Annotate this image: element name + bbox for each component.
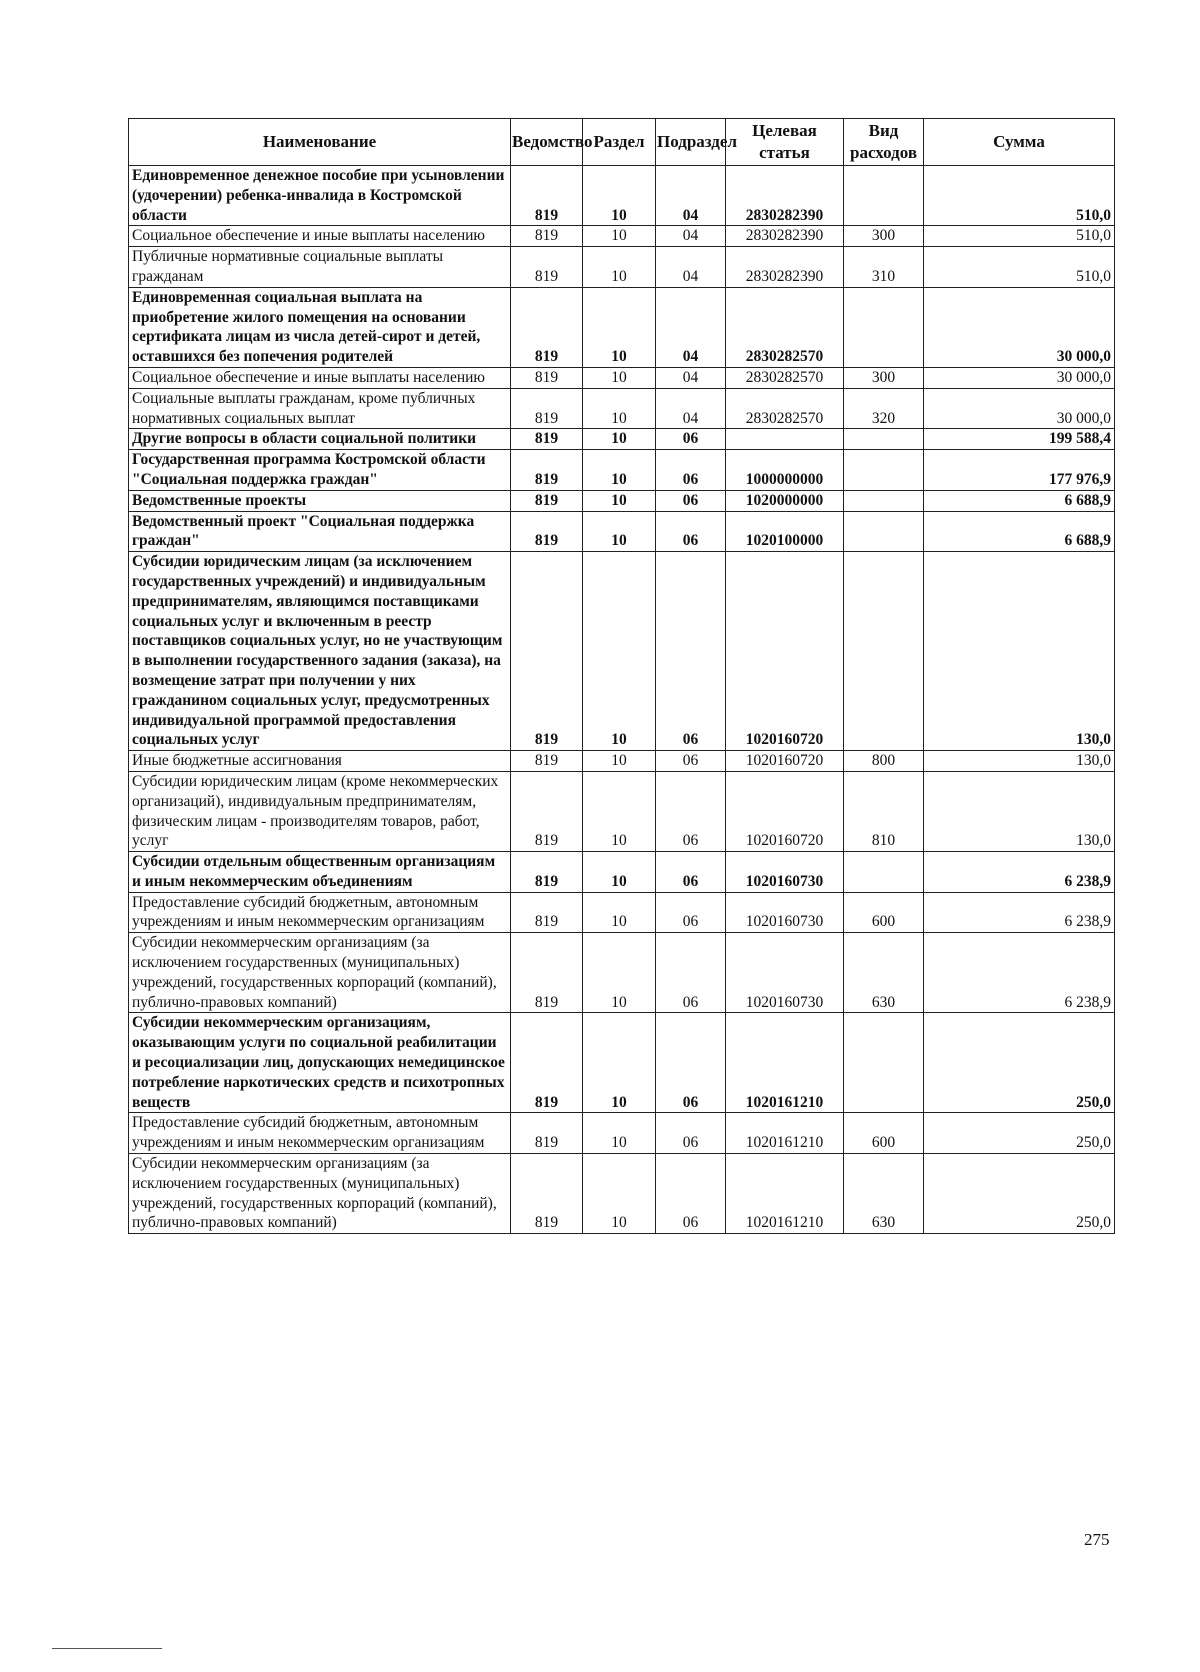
table-row — [129, 852, 1115, 893]
cell-vid: 300 — [844, 226, 924, 247]
page-number: 275 — [1084, 1530, 1110, 1549]
table-row — [129, 892, 1115, 933]
cell-name: Социальное обеспечение и иные выплаты населению — [129, 226, 511, 247]
table-row — [129, 933, 1115, 1013]
header-vid: Вид расходов — [844, 119, 924, 166]
table-row — [129, 751, 1115, 772]
cell-vedomstvo: 819 — [511, 771, 583, 851]
cell-target: 1020160720 — [726, 552, 844, 751]
cell-summa: 510,0 — [924, 166, 1115, 226]
header-summa: Сумма — [924, 119, 1115, 166]
cell-target: 1020160720 — [726, 771, 844, 851]
cell-vid: 800 — [844, 751, 924, 772]
cell-razdel: 10 — [583, 1013, 656, 1113]
cell-vedomstvo: 819 — [511, 388, 583, 429]
cell-vid: 810 — [844, 771, 924, 851]
cell-razdel: 10 — [583, 450, 656, 491]
cell-target: 2830282570 — [726, 388, 844, 429]
cell-name: Социальные выплаты гражданам, кроме публичных нормативных социальных выплат — [129, 388, 511, 429]
cell-target: 1020161210 — [726, 1154, 844, 1234]
cell-vid: 630 — [844, 933, 924, 1013]
cell-vedomstvo: 819 — [511, 1013, 583, 1113]
cell-podrazdel: 06 — [656, 1154, 726, 1234]
cell-vid — [844, 552, 924, 751]
table-row — [129, 1113, 1115, 1154]
cell-target: 1020160730 — [726, 933, 844, 1013]
cell-razdel: 10 — [583, 892, 656, 933]
footer-rule — [52, 1648, 162, 1649]
cell-name: Публичные нормативные социальные выплаты гражданам — [129, 247, 511, 288]
cell-podrazdel: 06 — [656, 1013, 726, 1113]
cell-vid: 320 — [844, 388, 924, 429]
cell-vedomstvo: 819 — [511, 429, 583, 450]
cell-target: 1000000000 — [726, 450, 844, 491]
cell-podrazdel: 06 — [656, 892, 726, 933]
cell-name: Субсидии юридическим лицам (за исключением государственных учреждений) и индивидуальным предпринимателям, являющимся поставщиками социальных услуг и включенным в реестр поставщиков социальных услуг, но не участвующим в выполнении государственного задания (заказа), на возмещение затрат при получении у них гражданином социальных услуг, предусмотренных индивидуальной программой предоставления социальных услуг — [129, 552, 511, 751]
cell-razdel: 10 — [583, 1113, 656, 1154]
cell-podrazdel: 04 — [656, 367, 726, 388]
table-row — [129, 429, 1115, 450]
cell-razdel: 10 — [583, 852, 656, 893]
cell-summa: 199 588,4 — [924, 429, 1115, 450]
cell-summa: 130,0 — [924, 751, 1115, 772]
cell-name: Государственная программа Костромской области "Социальная поддержка граждан" — [129, 450, 511, 491]
cell-podrazdel: 06 — [656, 450, 726, 491]
cell-vid: 300 — [844, 367, 924, 388]
cell-name: Субсидии юридическим лицам (кроме некоммерческих организаций), индивидуальным предпринимателям, физическим лицам - производителям товаров, работ, услуг — [129, 771, 511, 851]
cell-summa: 130,0 — [924, 771, 1115, 851]
cell-target: 1020161210 — [726, 1113, 844, 1154]
cell-razdel: 10 — [583, 226, 656, 247]
cell-target — [726, 429, 844, 450]
cell-podrazdel: 06 — [656, 490, 726, 511]
cell-vid — [844, 511, 924, 552]
cell-razdel: 10 — [583, 388, 656, 429]
cell-podrazdel: 06 — [656, 751, 726, 772]
cell-vid: 600 — [844, 1113, 924, 1154]
budget-table — [128, 118, 1115, 1234]
cell-vedomstvo: 819 — [511, 367, 583, 388]
cell-razdel: 10 — [583, 771, 656, 851]
cell-vedomstvo: 819 — [511, 1113, 583, 1154]
cell-summa: 250,0 — [924, 1154, 1115, 1234]
cell-summa: 6 688,9 — [924, 490, 1115, 511]
table-row — [129, 1013, 1115, 1113]
cell-podrazdel: 04 — [656, 166, 726, 226]
cell-vid — [844, 287, 924, 367]
cell-summa: 510,0 — [924, 247, 1115, 288]
cell-target: 2830282570 — [726, 287, 844, 367]
cell-target: 2830282390 — [726, 226, 844, 247]
cell-summa: 250,0 — [924, 1113, 1115, 1154]
table-row — [129, 1154, 1115, 1234]
cell-vid — [844, 450, 924, 491]
cell-podrazdel: 06 — [656, 771, 726, 851]
cell-target: 2830282570 — [726, 367, 844, 388]
cell-summa: 6 688,9 — [924, 511, 1115, 552]
table-row — [129, 771, 1115, 851]
header-podrazdel: Подраздел — [656, 119, 726, 166]
header-vedomstvo: Ведомство — [511, 119, 583, 166]
cell-summa: 130,0 — [924, 552, 1115, 751]
cell-name: Ведомственные проекты — [129, 490, 511, 511]
cell-target: 1020161210 — [726, 1013, 844, 1113]
cell-podrazdel: 06 — [656, 511, 726, 552]
table-row — [129, 367, 1115, 388]
cell-name: Социальное обеспечение и иные выплаты населению — [129, 367, 511, 388]
cell-summa: 30 000,0 — [924, 287, 1115, 367]
table-header-row — [129, 119, 1115, 166]
table-row — [129, 226, 1115, 247]
cell-razdel: 10 — [583, 1154, 656, 1234]
cell-vedomstvo: 819 — [511, 287, 583, 367]
cell-summa: 30 000,0 — [924, 388, 1115, 429]
cell-razdel: 10 — [583, 166, 656, 226]
cell-name: Другие вопросы в области социальной политики — [129, 429, 511, 450]
cell-target: 2830282390 — [726, 166, 844, 226]
cell-summa: 510,0 — [924, 226, 1115, 247]
cell-vid: 630 — [844, 1154, 924, 1234]
cell-vid — [844, 166, 924, 226]
cell-podrazdel: 06 — [656, 552, 726, 751]
cell-summa: 177 976,9 — [924, 450, 1115, 491]
cell-vedomstvo: 819 — [511, 552, 583, 751]
cell-name: Субсидии некоммерческим организациям (за исключением государственных (муниципальных) учреждений, государственных корпораций (компаний), публично-правовых компаний) — [129, 933, 511, 1013]
cell-vedomstvo: 819 — [511, 166, 583, 226]
cell-podrazdel: 06 — [656, 933, 726, 1013]
header-target: Целевая статья — [726, 119, 844, 166]
cell-vid: 600 — [844, 892, 924, 933]
cell-razdel: 10 — [583, 552, 656, 751]
cell-summa: 250,0 — [924, 1013, 1115, 1113]
cell-podrazdel: 04 — [656, 226, 726, 247]
cell-summa: 6 238,9 — [924, 933, 1115, 1013]
cell-target: 1020160720 — [726, 751, 844, 772]
cell-name: Субсидии некоммерческим организациям, оказывающим услуги по социальной реабилитации и ресоциализации лиц, допускающих немедицинское потребление наркотических средств и психотропных веществ — [129, 1013, 511, 1113]
table-row — [129, 450, 1115, 491]
table-body — [129, 166, 1115, 1234]
cell-name: Единовременное денежное пособие при усыновлении (удочерении) ребенка-инвалида в Костромской области — [129, 166, 511, 226]
cell-target: 2830282390 — [726, 247, 844, 288]
cell-vedomstvo: 819 — [511, 892, 583, 933]
cell-razdel: 10 — [583, 751, 656, 772]
cell-name: Предоставление субсидий бюджетным, автономным учреждениям и иным некоммерческим организациям — [129, 1113, 511, 1154]
cell-vedomstvo: 819 — [511, 450, 583, 491]
cell-razdel: 10 — [583, 511, 656, 552]
cell-razdel: 10 — [583, 287, 656, 367]
cell-razdel: 10 — [583, 429, 656, 450]
cell-name: Ведомственный проект "Социальная поддержка граждан" — [129, 511, 511, 552]
header-name: Наименование — [129, 119, 511, 166]
cell-name: Единовременная социальная выплата на приобретение жилого помещения на основании сертификата лицам из числа детей-сирот и детей, оставшихся без попечения родителей — [129, 287, 511, 367]
cell-summa: 30 000,0 — [924, 367, 1115, 388]
table-row — [129, 388, 1115, 429]
cell-vedomstvo: 819 — [511, 852, 583, 893]
cell-vid — [844, 429, 924, 450]
table-row — [129, 511, 1115, 552]
cell-vedomstvo: 819 — [511, 511, 583, 552]
table-row — [129, 166, 1115, 226]
table-row — [129, 490, 1115, 511]
cell-vid — [844, 1013, 924, 1113]
cell-vid: 310 — [844, 247, 924, 288]
table-row — [129, 287, 1115, 367]
cell-target: 1020100000 — [726, 511, 844, 552]
cell-vedomstvo: 819 — [511, 226, 583, 247]
table-row — [129, 247, 1115, 288]
cell-razdel: 10 — [583, 490, 656, 511]
header-razdel: Раздел — [583, 119, 656, 166]
cell-podrazdel: 04 — [656, 247, 726, 288]
cell-podrazdel: 04 — [656, 388, 726, 429]
cell-vedomstvo: 819 — [511, 751, 583, 772]
cell-summa: 6 238,9 — [924, 892, 1115, 933]
cell-razdel: 10 — [583, 367, 656, 388]
cell-name: Субсидии некоммерческим организациям (за исключением государственных (муниципальных) учреждений, государственных корпораций (компаний), публично-правовых компаний) — [129, 1154, 511, 1234]
cell-target: 1020160730 — [726, 852, 844, 893]
cell-razdel: 10 — [583, 933, 656, 1013]
cell-vedomstvo: 819 — [511, 1154, 583, 1234]
cell-podrazdel: 06 — [656, 852, 726, 893]
cell-podrazdel: 06 — [656, 429, 726, 450]
cell-razdel: 10 — [583, 247, 656, 288]
table-row — [129, 552, 1115, 751]
cell-podrazdel: 06 — [656, 1113, 726, 1154]
cell-summa: 6 238,9 — [924, 852, 1115, 893]
cell-name: Субсидии отдельным общественным организациям и иным некоммерческим объединениям — [129, 852, 511, 893]
cell-target: 1020160730 — [726, 892, 844, 933]
cell-target: 1020000000 — [726, 490, 844, 511]
cell-vedomstvo: 819 — [511, 247, 583, 288]
cell-vedomstvo: 819 — [511, 490, 583, 511]
cell-name: Иные бюджетные ассигнования — [129, 751, 511, 772]
cell-vid — [844, 490, 924, 511]
cell-name: Предоставление субсидий бюджетным, автономным учреждениям и иным некоммерческим организациям — [129, 892, 511, 933]
cell-podrazdel: 04 — [656, 287, 726, 367]
cell-vid — [844, 852, 924, 893]
cell-vedomstvo: 819 — [511, 933, 583, 1013]
